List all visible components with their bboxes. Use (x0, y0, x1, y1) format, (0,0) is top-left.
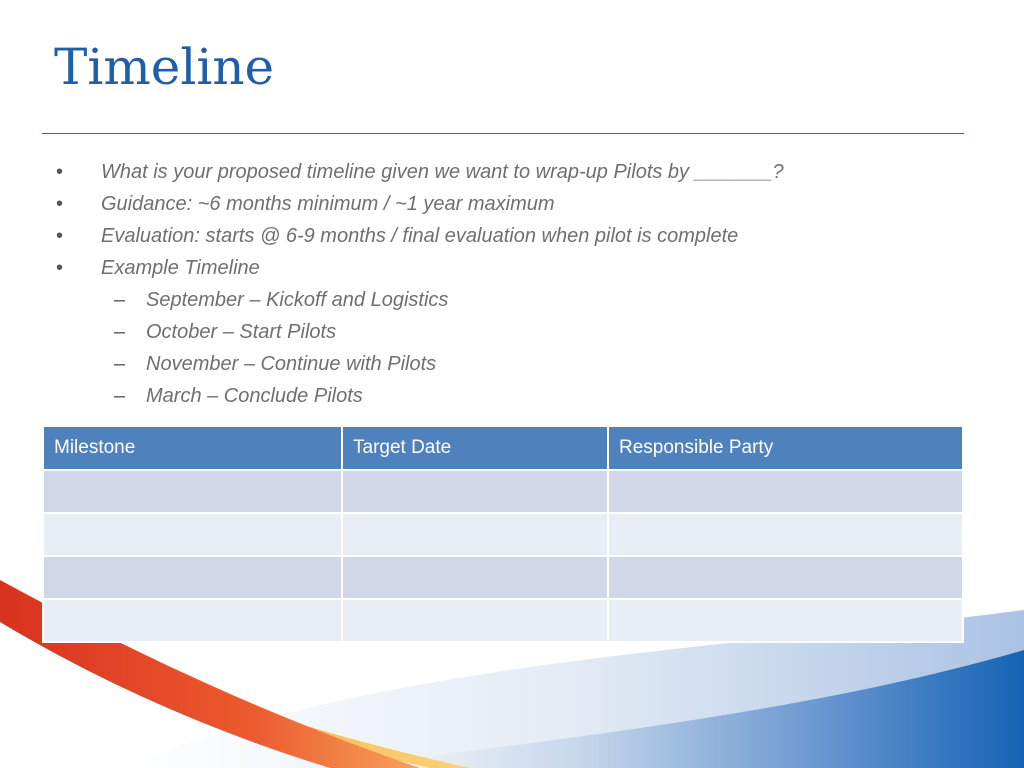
table-cell (342, 513, 608, 556)
sub-bullet-marker: – (114, 385, 126, 407)
bullet-text: What is your proposed timeline given we want to wrap-up Pilots by _______? (101, 161, 784, 183)
bullet-marker: • (56, 193, 64, 215)
bullet-item (56, 188, 976, 220)
table-cell (608, 470, 963, 513)
bullet-item (56, 220, 976, 252)
table-row (43, 470, 963, 513)
bullet-text: Evaluation: starts @ 6-9 months / final evaluation when pilot is complete (101, 225, 739, 247)
table-row (43, 556, 963, 599)
bullet-item (56, 156, 976, 188)
sub-bullet-text: March – Conclude Pilots (146, 385, 363, 407)
slide-title: Timeline (54, 38, 275, 96)
table-cell (608, 513, 963, 556)
table-cell (342, 556, 608, 599)
table-cell (342, 470, 608, 513)
header-responsible-party: Responsible Party (608, 426, 963, 470)
bullet-marker: • (56, 225, 64, 247)
sub-bullet-text: September – Kickoff and Logistics (146, 289, 449, 311)
sub-bullet-marker: – (114, 353, 126, 375)
milestone-table (42, 425, 964, 643)
bullet-text: Example Timeline (101, 257, 260, 279)
sub-bullet-marker: – (114, 321, 126, 343)
bullet-item (56, 252, 976, 284)
bullet-marker: • (56, 257, 64, 279)
sub-bullet-marker: – (114, 289, 126, 311)
table-cell (43, 513, 342, 556)
table-row (43, 513, 963, 556)
table-cell (342, 599, 608, 642)
header-target-date: Target Date (342, 426, 608, 470)
sub-bullet-item (56, 380, 976, 412)
table-cell (43, 599, 342, 642)
bullet-marker: • (56, 161, 64, 183)
table-cell (608, 599, 963, 642)
table-cell (608, 556, 963, 599)
table-cell (43, 470, 342, 513)
bullet-text: Guidance: ~6 months minimum / ~1 year maximum (101, 193, 555, 215)
sub-bullet-text: October – Start Pilots (146, 321, 337, 343)
sub-bullet-text: November – Continue with Pilots (146, 353, 437, 375)
sub-bullet-item (56, 348, 976, 380)
title-divider (42, 133, 964, 134)
bullet-list (56, 156, 976, 412)
sub-bullet-item (56, 284, 976, 316)
table-row (43, 599, 963, 642)
sub-bullet-item (56, 316, 976, 348)
table-header-row (43, 426, 963, 470)
table-cell (43, 556, 342, 599)
header-milestone: Milestone (43, 426, 342, 470)
